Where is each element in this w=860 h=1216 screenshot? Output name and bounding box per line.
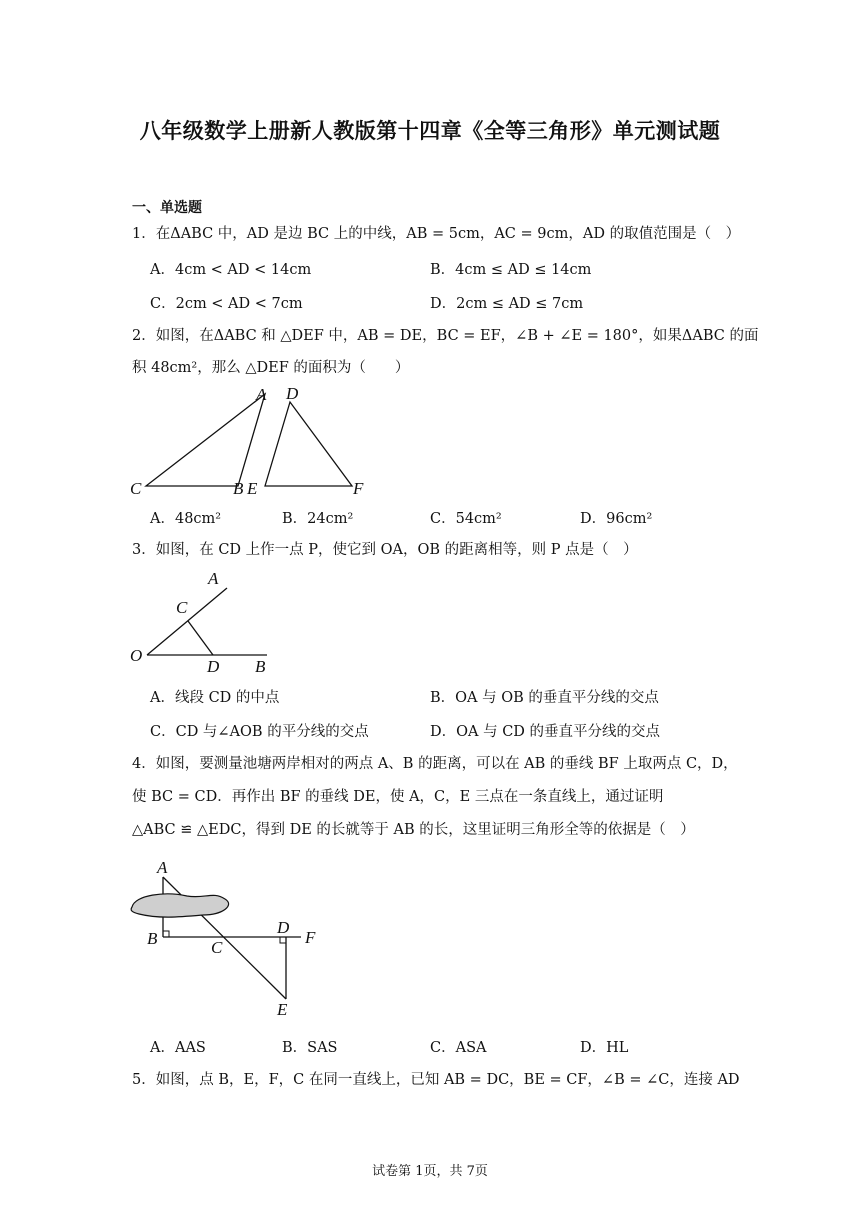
pond-shape	[131, 894, 228, 917]
question-4-option-c[interactable]: C．ASA	[430, 1040, 487, 1056]
label-e: E	[277, 1000, 288, 1019]
question-2-option-b[interactable]: B．24cm²	[282, 511, 354, 527]
question-3-text: 3．如图，在 CD 上作一点 P，使它到 OA，OB 的距离相等，则 P 点是（ ）	[132, 542, 638, 558]
question-4-option-b[interactable]: B．SAS	[282, 1040, 338, 1056]
label-d: D	[207, 657, 220, 675]
question-3-figure	[125, 565, 285, 675]
label-o: O	[130, 646, 143, 665]
triangle-def	[265, 402, 352, 486]
question-3-option-a[interactable]: A．线段 CD 的中点	[150, 690, 280, 706]
question-2-option-a[interactable]: A．48cm²	[150, 511, 222, 527]
question-3-option-d[interactable]: D．OA 与 CD 的垂直平分线的交点	[430, 724, 661, 740]
question-3-option-c[interactable]: C．CD 与∠AOB 的平分线的交点	[150, 724, 369, 740]
question-4-text-line3: △ABC ≌ △EDC，得到 DE 的长就等于 AB 的长，这里证明三角形全等的依据是（ ）	[132, 822, 695, 838]
right-angle-b	[163, 931, 169, 937]
label-c: C	[211, 938, 223, 957]
question-1-option-a[interactable]: A．4cm < AD < 14cm	[150, 262, 312, 278]
label-b: B	[255, 657, 266, 675]
question-3-option-b[interactable]: B．OA 与 OB 的垂直平分线的交点	[430, 690, 659, 706]
label-a: A	[157, 858, 168, 877]
question-1-text: 1．在ΔABC 中，AD 是边 BC 上的中线，AB = 5cm，AC = 9cm，AD 的取值范围是（ ）	[132, 226, 741, 242]
right-angle-d	[280, 937, 286, 943]
label-e: E	[247, 479, 258, 498]
page-title: 八年级数学上册新人教版第十四章《全等三角形》单元测试题	[139, 118, 721, 143]
label-d: D	[286, 384, 299, 403]
question-1-option-b[interactable]: B．4cm ≤ AD ≤ 14cm	[430, 262, 592, 278]
question-5-text: 5．如图，点 B，E，F，C 在同一直线上，已知 AB = DC，BE = CF，∠B = ∠C，连接 AD	[132, 1072, 740, 1088]
label-d: D	[277, 918, 290, 937]
label-c: C	[130, 479, 142, 498]
label-c: C	[176, 598, 188, 617]
page-footer: 试卷第 1页，共 7页	[372, 1164, 488, 1179]
question-1-option-d[interactable]: D．2cm ≤ AD ≤ 7cm	[430, 296, 584, 312]
question-4-option-d[interactable]: D．HL	[580, 1040, 629, 1056]
label-b: B	[233, 479, 244, 498]
label-f: F	[305, 928, 316, 947]
label-a: A	[256, 385, 267, 404]
question-1-option-c[interactable]: C．2cm < AD < 7cm	[150, 296, 303, 312]
question-4-option-a[interactable]: A．AAS	[150, 1040, 206, 1056]
question-4-figure	[125, 855, 335, 1020]
question-4-text-line2: 使 BC = CD．再作出 BF 的垂线 DE，使 A，C，E 三点在一条直线上，通过证明	[132, 789, 664, 805]
question-2-text-line1: 2．如图，在ΔABC 和 △DEF 中，AB = DE，BC = EF，∠B + ∠E = 180°，如果ΔABC 的面	[132, 328, 759, 344]
question-2-figure	[120, 380, 380, 500]
question-4-text-line1: 4．如图，要测量池塘两岸相对的两点 A、B 的距离，可以在 AB 的垂线 BF 上取两点 C，D，	[132, 756, 738, 772]
label-b: B	[147, 929, 158, 948]
segment-cd	[188, 621, 213, 655]
question-2-text-line2: 积 48cm²，那么 △DEF 的面积为（ ）	[132, 360, 410, 376]
question-2-option-d[interactable]: D．96cm²	[580, 511, 653, 527]
label-f: F	[353, 479, 364, 498]
section-heading: 一、单选题	[132, 200, 202, 216]
triangle-abc	[146, 394, 265, 486]
label-a: A	[208, 569, 219, 588]
question-2-option-c[interactable]: C．54cm²	[430, 511, 502, 527]
